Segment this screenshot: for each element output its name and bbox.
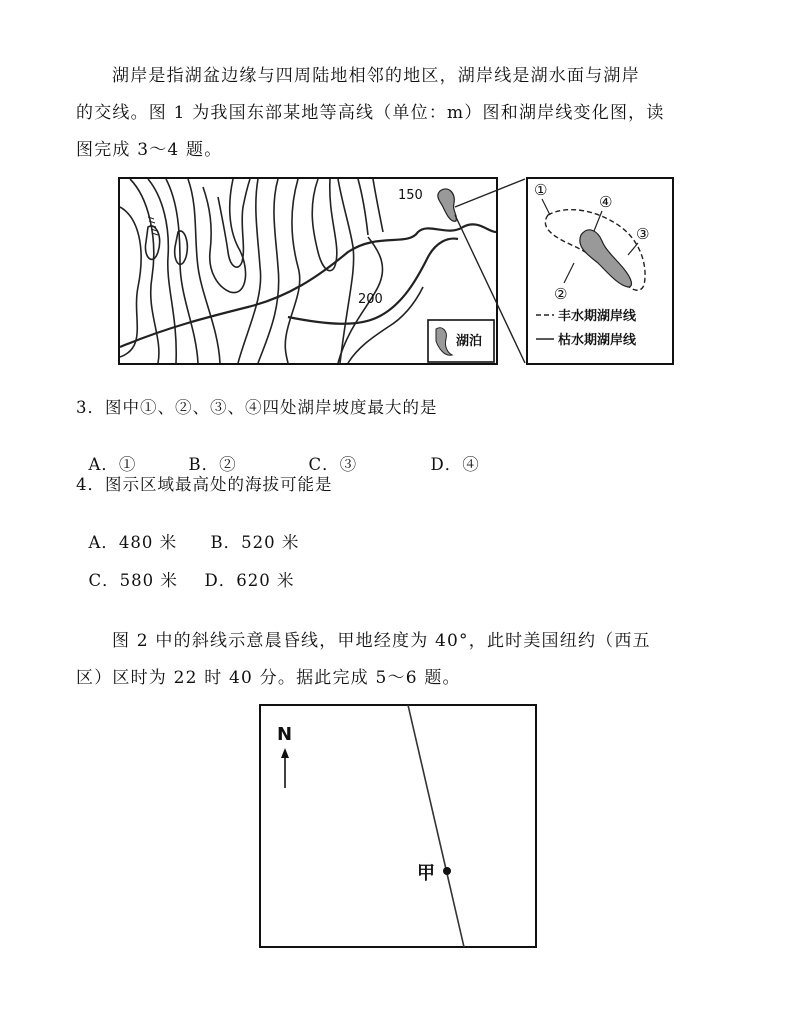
intro-1-line-2: 的交线。图 1 为我国东部某地等高线（单位：m）图和湖岸线变化图，读 bbox=[76, 103, 665, 123]
point-jia-label: 甲 bbox=[417, 863, 435, 884]
intro-2-line-1: 图 2 中的斜线示意晨昏线，甲地经度为 40°，此时美国纽约（西五 bbox=[112, 631, 651, 651]
q4-option-b[interactable]: B．520 米 bbox=[210, 533, 300, 552]
q3-option-a[interactable]: A．① bbox=[88, 455, 137, 474]
marker-2: ② bbox=[554, 285, 568, 303]
marker-1: ① bbox=[534, 181, 548, 199]
question-3-options bbox=[76, 432, 480, 475]
question-4-stem: 4．图示区域最高处的海拔可能是 bbox=[76, 475, 333, 494]
north-arrow-icon bbox=[281, 748, 289, 788]
question-4-options-row1 bbox=[76, 510, 299, 553]
legend-dry-season: 枯水期湖岸线 bbox=[558, 333, 637, 348]
intro-1-line-1: 湖岸是指湖盆边缘与四周陆地相邻的地区，湖岸线是湖水面与湖岸 bbox=[112, 66, 640, 86]
legend-wet-season: 丰水期湖岸线 bbox=[558, 309, 637, 324]
q3-option-c[interactable]: C．③ bbox=[308, 455, 358, 474]
intro-paragraph-2-cont bbox=[76, 660, 726, 697]
intro-paragraph-1-cont bbox=[76, 95, 726, 169]
q4-option-a[interactable]: A．480 米 bbox=[88, 533, 178, 552]
q3-option-d[interactable]: D．④ bbox=[430, 455, 480, 474]
q4-option-c[interactable]: C．580 米 bbox=[88, 571, 178, 590]
point-jia-dot bbox=[443, 867, 451, 875]
terminator-figure bbox=[259, 704, 537, 948]
q4-option-d[interactable]: D．620 米 bbox=[204, 571, 295, 590]
contour-label-200: 200 bbox=[358, 292, 383, 307]
contour-label-150: 150 bbox=[398, 188, 423, 203]
connector-lines bbox=[440, 177, 530, 365]
q3-option-b[interactable]: B．② bbox=[188, 455, 237, 474]
intro-paragraph-1 bbox=[76, 58, 726, 95]
lake-legend-label: 湖泊 bbox=[456, 334, 483, 349]
north-label: N bbox=[277, 724, 293, 745]
intro-2-line-2: 区）区时为 22 时 40 分。据此完成 5～6 题。 bbox=[76, 668, 461, 688]
question-4-options-row2 bbox=[76, 548, 294, 591]
question-3-stem: 3．图中①、②、③、④四处湖岸坡度最大的是 bbox=[76, 398, 438, 417]
intro-1-line-3: 图完成 3～4 题。 bbox=[76, 140, 223, 160]
marker-4: ④ bbox=[599, 193, 613, 211]
intro-paragraph-2 bbox=[76, 623, 726, 660]
marker-3: ③ bbox=[636, 225, 650, 243]
shoreline-inset bbox=[526, 177, 674, 365]
terminator-line bbox=[408, 705, 464, 947]
